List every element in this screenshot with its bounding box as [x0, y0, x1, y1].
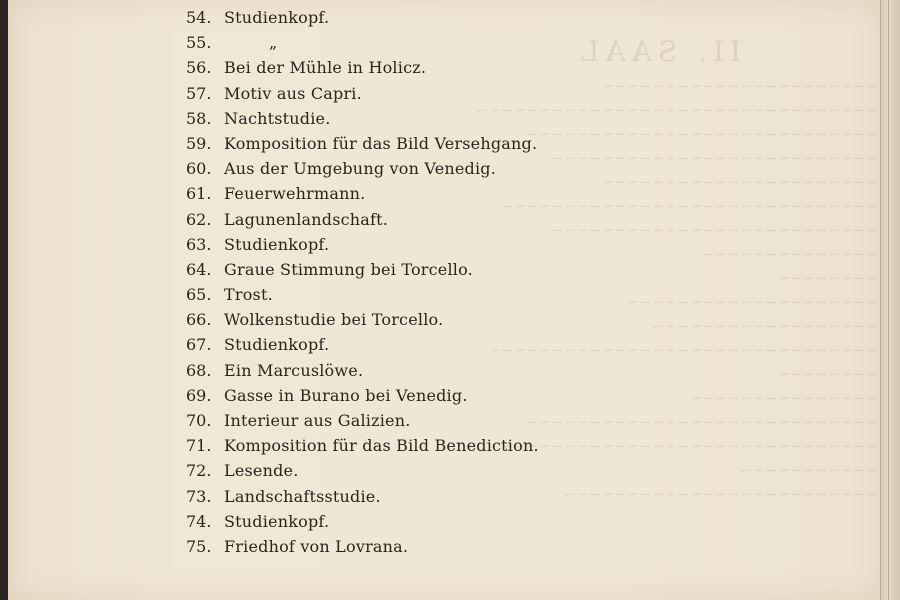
list-item — [186, 81, 539, 106]
show-through-text: II. SAAL ~~~~~~~~~~~~~~~~~~~~~~ ~~~~~~~~~~~~~~~~~~~~~~~~~~~~~~~~ ~~~~~~~~~~~~~~~~~~~~~~~~~~~~ ~~~~~~~~~~~~~~~~~~~~~~~~~~ ~~~~~~~~~~~~~~~~~~~~~~ ~~~~~~~~~~~~~~~~~~~~~~~~~~~~~~ ~~~~~~~~~~~~~~~~~~~~~~~~~~ ~~~~~~~~~~~~~~ ~~~~~~~~ ~~~~~~~~~~~~~~~~~~~~ ~~~~~~~~~~~~~~~~~~ ~~~~~~~~~~~~~~~~~~~~~~~~~~~~~~~ ~~~~~~~~ ~~~~~~~~~~~~~~~ ~~~~~~~~~~~~~~~~~~~~~~~~~~~~ ~~~~~~~~~~~~~~~~~~~~~~~~~~~~~~ ~~~~~~~~~~~ ~~~~~~~~~~~~~~~~~~~~~~~~~ — [475, 35, 878, 503]
page-edge-line — [888, 0, 889, 600]
entry-title: Bei der Mühle in Holicz. — [224, 58, 427, 78]
entry-title: „ — [269, 33, 278, 53]
entry-number: 64. — [186, 259, 212, 279]
list-item — [186, 433, 539, 458]
entry-title: Interieur aus Galizien. — [224, 411, 411, 430]
entry-number: 68. — [186, 360, 212, 380]
list-item — [186, 207, 539, 232]
list-item — [186, 131, 539, 156]
entry-title: Ein Marcuslöwe. — [224, 360, 364, 380]
entry-title: Komposition für das Bild Benediction. — [224, 436, 539, 456]
entry-title: Studienkopf. — [224, 335, 330, 355]
entry-title: Graue Stimmung bei Torcello. — [224, 259, 473, 279]
entry-number: 59. — [186, 133, 212, 153]
entry-title: Studienkopf. — [224, 511, 330, 531]
entry-number: 62. — [186, 209, 212, 229]
entry-title: Lesende. — [224, 461, 299, 481]
entry-title: Lagunenlandschaft. — [224, 209, 389, 229]
entry-number: 67. — [186, 335, 212, 355]
page-edge — [880, 0, 900, 600]
list-item — [186, 534, 539, 559]
entry-title: Aus der Umgebung von Venedig. — [224, 159, 497, 179]
entry-number: 58. — [186, 108, 212, 128]
entry-number: 55. — [186, 33, 212, 53]
entry-number: 54. — [186, 8, 212, 27]
entry-number: 72. — [186, 461, 212, 481]
entry-number: 70. — [186, 411, 212, 430]
list-item — [186, 509, 539, 534]
paper-page — [8, 0, 883, 600]
list-item — [186, 458, 539, 483]
entry-title: Landschaftsstudie. — [224, 486, 381, 506]
entry-title: Komposition für das Bild Versehgang. — [224, 133, 538, 153]
catalogue-list — [186, 5, 539, 559]
entry-number: 69. — [186, 385, 212, 405]
entry-number: 65. — [186, 285, 212, 305]
entry-number: 75. — [186, 536, 212, 556]
list-item — [186, 332, 539, 357]
list-item — [186, 181, 539, 206]
entry-number: 66. — [186, 310, 212, 330]
entry-title: Studienkopf. — [224, 234, 330, 254]
list-item — [186, 106, 539, 131]
list-item — [186, 408, 539, 433]
list-item — [186, 156, 539, 181]
entry-number: 61. — [186, 184, 212, 204]
list-item — [186, 55, 539, 80]
entry-title: Friedhof von Lovrana. — [224, 536, 409, 556]
entry-number: 63. — [186, 234, 212, 254]
entry-number: 71. — [186, 436, 212, 456]
list-item — [186, 282, 539, 307]
list-item — [186, 484, 539, 509]
entry-title: Trost. — [224, 285, 273, 305]
list-item — [186, 383, 539, 408]
entry-title: Motiv aus Capri. — [224, 83, 362, 103]
entry-title: Nachtstudie. — [224, 108, 331, 128]
list-item — [186, 5, 539, 30]
entry-title: Feuerwehrmann. — [224, 184, 366, 204]
list-item — [186, 30, 539, 55]
entry-number: 60. — [186, 159, 212, 179]
entry-number: 73. — [186, 486, 212, 506]
list-item — [186, 358, 539, 383]
entry-number: 74. — [186, 511, 212, 531]
entry-title: Wolkenstudie bei Torcello. — [224, 310, 444, 330]
list-item — [186, 307, 539, 332]
entry-number: 56. — [186, 58, 212, 78]
list-item — [186, 257, 539, 282]
entry-title: Studienkopf. — [224, 8, 330, 27]
list-item — [186, 232, 539, 257]
entry-title: Gasse in Burano bei Venedig. — [224, 385, 468, 405]
entry-number: 57. — [186, 83, 212, 103]
